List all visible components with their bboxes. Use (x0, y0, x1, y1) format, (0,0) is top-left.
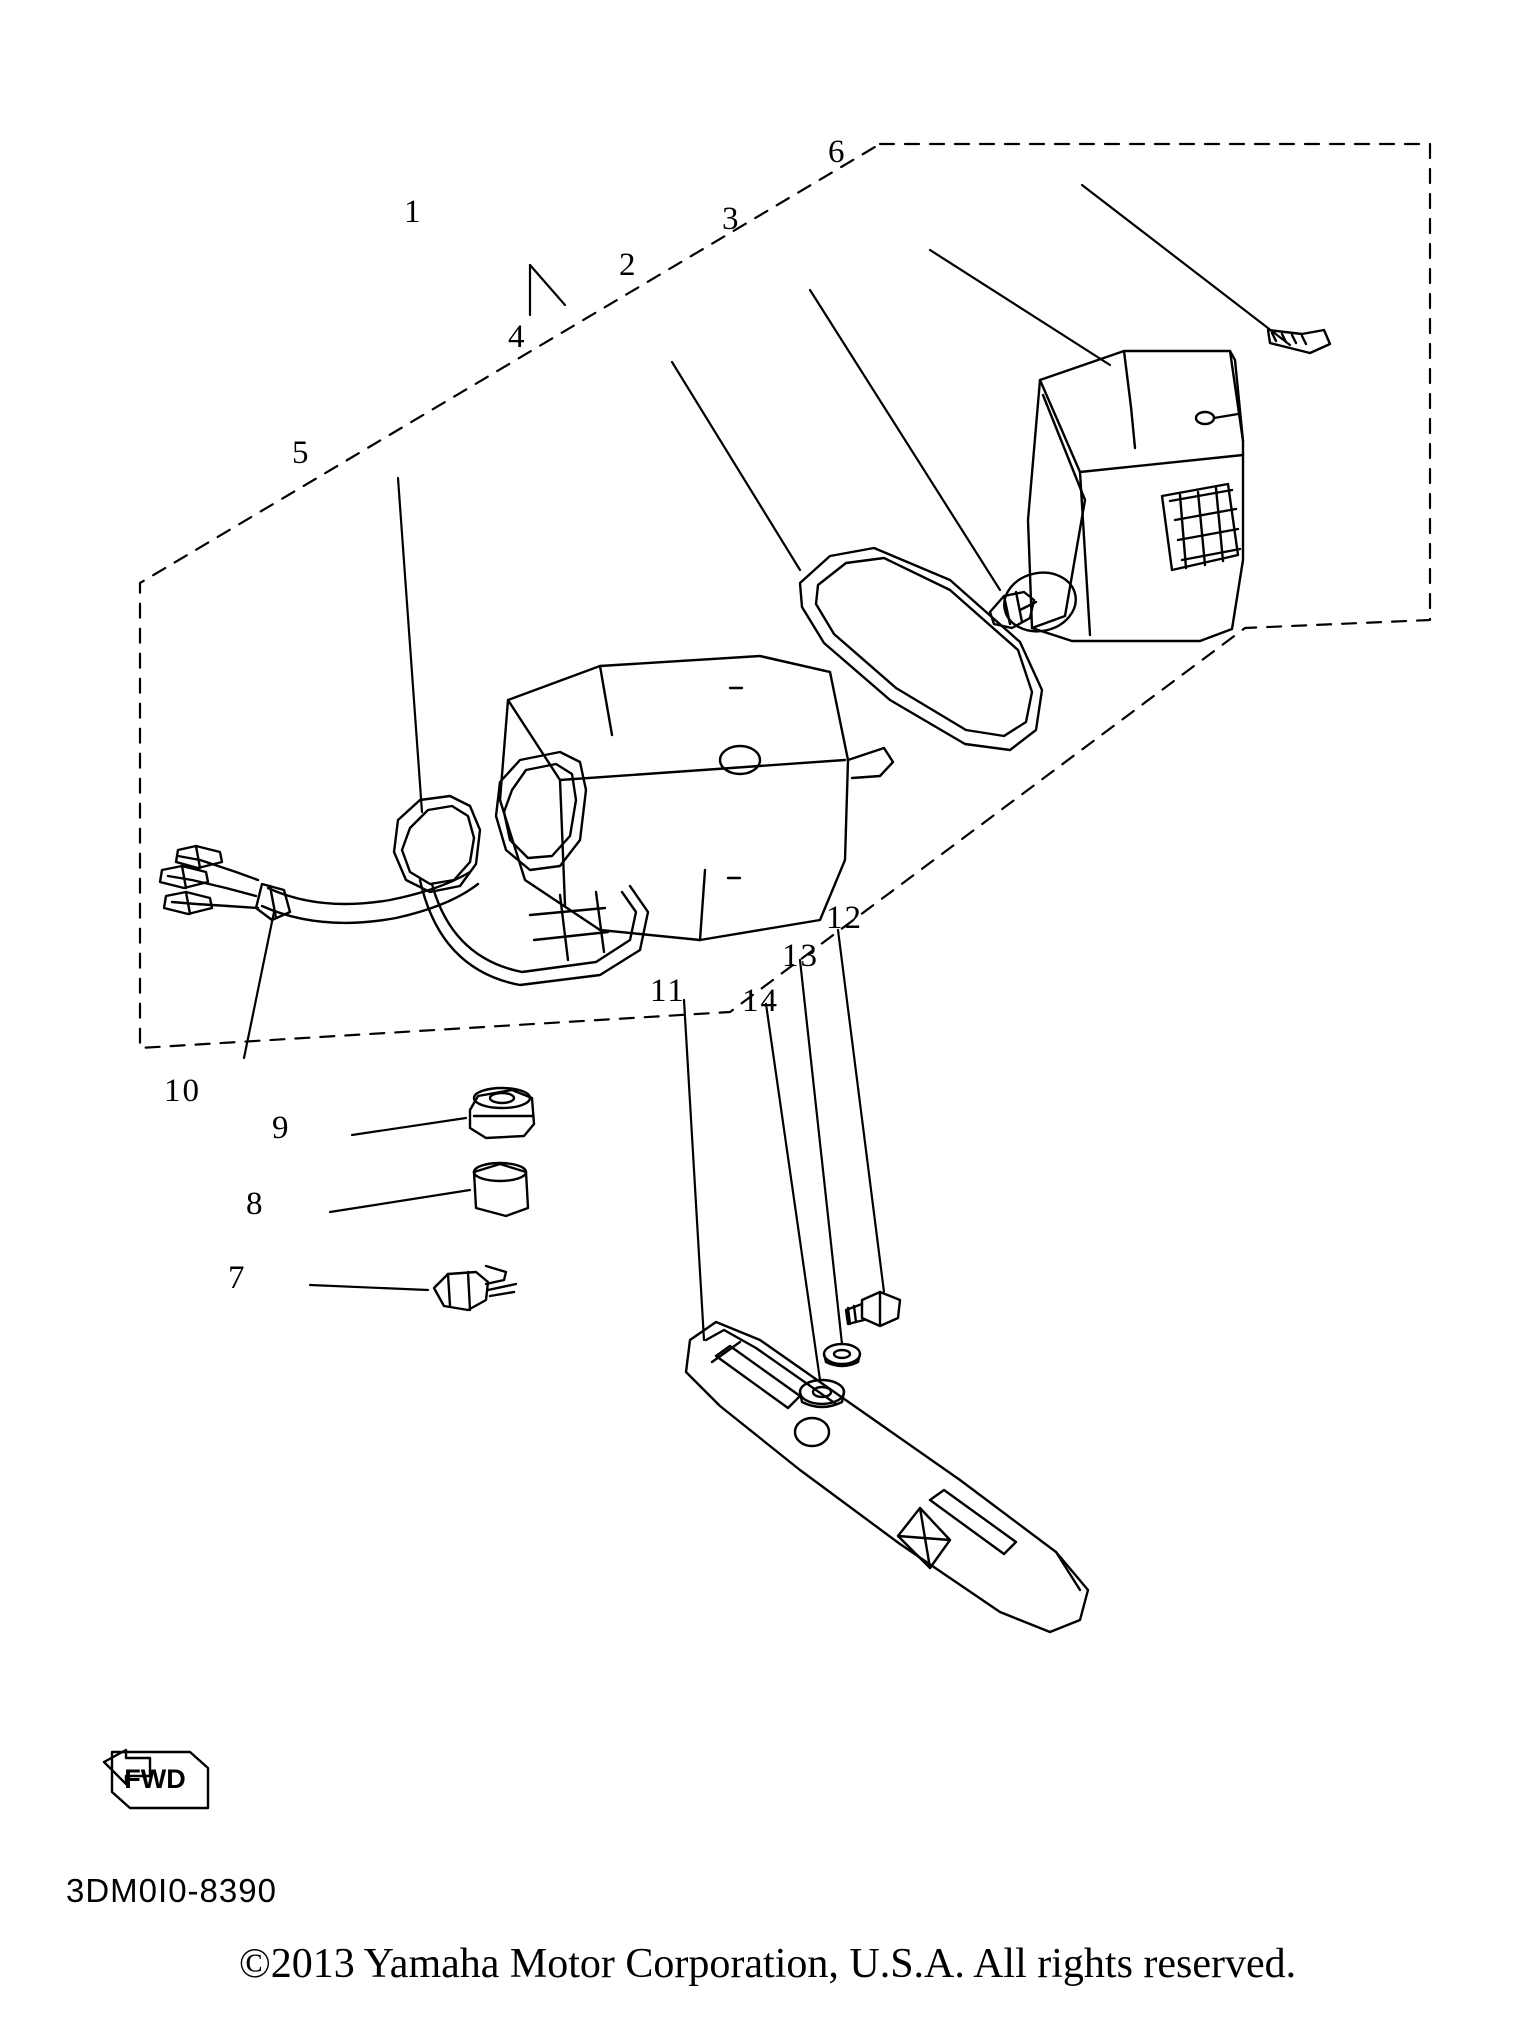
callout-14: 14 (742, 983, 779, 1019)
callout-6: 6 (828, 134, 847, 170)
callout-7: 7 (228, 1260, 247, 1296)
copyright-notice: ©2013 Yamaha Motor Corporation, U.S.A. All rights reserved. (238, 1941, 1297, 1987)
lens-screw (1268, 330, 1330, 353)
lens-gasket (800, 548, 1042, 750)
fwd-label-text: FWD (124, 1763, 186, 1794)
fwd-marker (100, 1745, 210, 1813)
callout-9: 9 (272, 1110, 291, 1146)
license-plate-bracket (686, 1322, 1088, 1632)
callout-13: 13 (782, 938, 819, 974)
callout-12: 12 (826, 900, 863, 936)
callout-2: 2 (619, 247, 638, 283)
bracket-lockwasher (824, 1344, 860, 1366)
mounting-bolt (434, 1266, 516, 1310)
callout-4: 4 (508, 319, 527, 355)
collar-spacer (474, 1163, 528, 1216)
callout-5: 5 (292, 435, 311, 471)
callout-3: 3 (722, 201, 741, 237)
leader-lines (244, 185, 1290, 1380)
callout-11: 11 (650, 973, 686, 1009)
callout-8: 8 (246, 1186, 265, 1222)
callout-1: 1 (404, 194, 423, 230)
bracket-screw (846, 1292, 900, 1326)
diagram-code: 3DM0I0-8390 (66, 1872, 277, 1909)
taillight-lens-upper (1028, 351, 1243, 641)
callout-10: 10 (164, 1073, 201, 1109)
grommet (470, 1088, 534, 1138)
taillight-housing-lower (500, 656, 893, 940)
